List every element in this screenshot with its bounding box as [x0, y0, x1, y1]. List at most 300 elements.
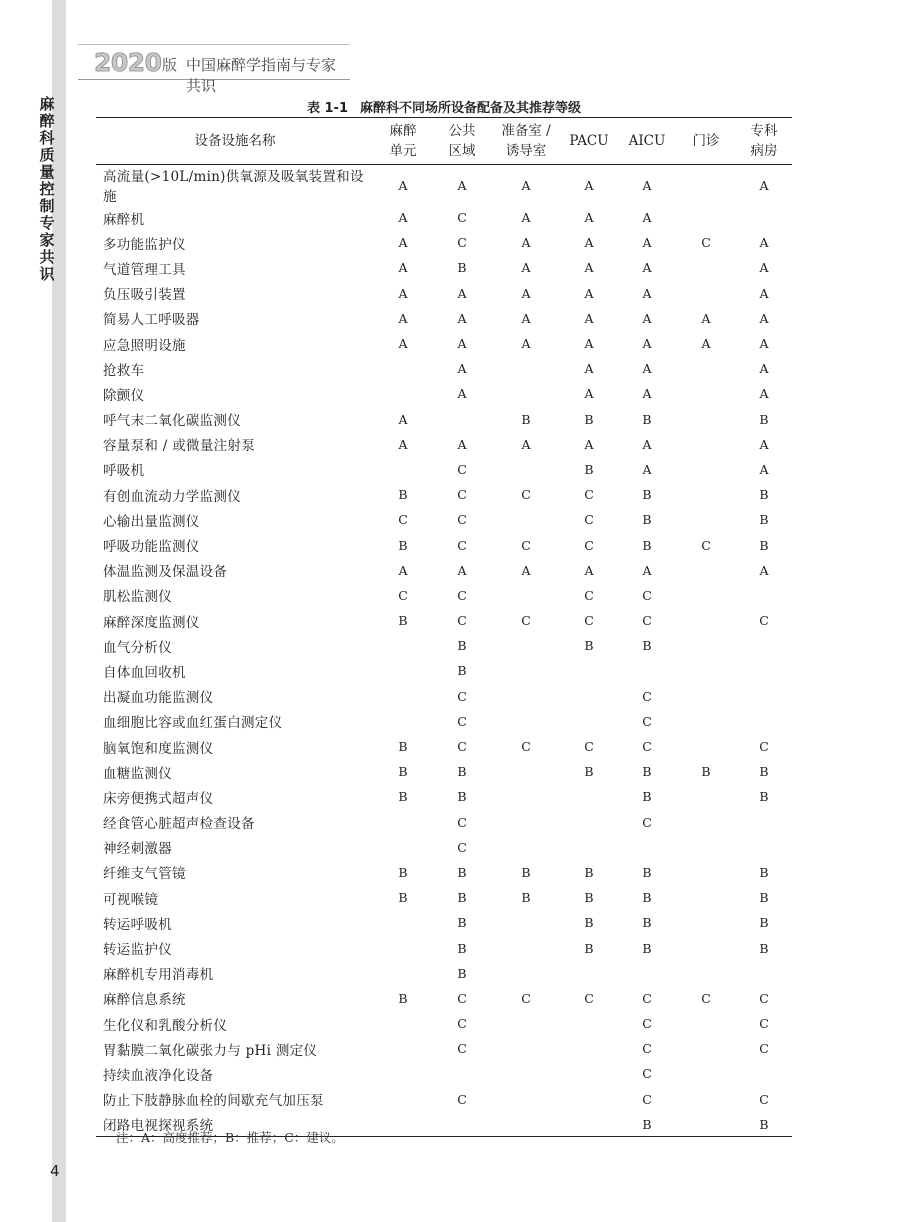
header-edition: 版 — [162, 56, 178, 74]
running-header — [78, 44, 350, 95]
grade-cell — [374, 1036, 432, 1061]
table-row — [96, 1087, 792, 1112]
grade-cell: C — [457, 587, 467, 603]
grade-cell: A — [701, 310, 711, 326]
grade-cell: B — [642, 864, 652, 880]
grade-cell — [676, 281, 736, 306]
table-row — [96, 935, 792, 960]
grade-cell: C — [642, 587, 652, 603]
grade-cell — [736, 810, 792, 835]
grade-cell: A — [759, 177, 769, 193]
grade-cell — [492, 658, 560, 683]
grade-cell — [374, 810, 432, 835]
column-header — [618, 118, 676, 165]
grade-cell: C — [457, 461, 467, 477]
grade-cell: B — [701, 764, 711, 780]
grade-cell — [560, 709, 618, 734]
column-header — [492, 118, 560, 165]
grade-cell: C — [457, 512, 467, 528]
grade-cell: C — [584, 537, 594, 553]
table-row — [96, 734, 792, 759]
equipment-name-cell: 肌松监测仪 — [103, 589, 172, 606]
grade-cell: C — [584, 512, 594, 528]
grade-cell: A — [584, 562, 594, 578]
equipment-name-cell: 转运呼吸机 — [103, 916, 172, 933]
grade-cell — [676, 1087, 736, 1112]
grade-cell: A — [398, 310, 408, 326]
grade-cell — [560, 810, 618, 835]
grade-cell: A — [759, 436, 769, 452]
grade-cell: A — [398, 210, 408, 226]
grade-cell: A — [759, 235, 769, 251]
equipment-name-cell: 持续血液净化设备 — [103, 1067, 214, 1084]
grade-cell — [736, 684, 792, 709]
grade-cell — [492, 759, 560, 784]
grade-cell: A — [642, 210, 652, 226]
grade-cell: C — [457, 1016, 467, 1032]
column-header-line: 区域 — [448, 143, 476, 159]
equipment-name-cell: 转运监护仪 — [103, 942, 172, 959]
side-title-char: 质 — [39, 146, 55, 164]
side-title-char: 科 — [39, 129, 55, 147]
grade-cell: B — [457, 663, 467, 679]
grade-cell: B — [584, 864, 594, 880]
grade-cell — [374, 1112, 432, 1137]
grade-cell: B — [759, 864, 769, 880]
grade-cell: A — [642, 562, 652, 578]
grade-cell — [560, 684, 618, 709]
grade-cell — [676, 835, 736, 860]
grade-cell: A — [759, 336, 769, 352]
grade-cell: A — [759, 260, 769, 276]
grade-cell: C — [584, 739, 594, 755]
grade-cell — [374, 658, 432, 683]
equipment-name-cell: 血细胞比容或血红蛋白测定仪 — [103, 715, 283, 732]
grade-cell: C — [642, 688, 652, 704]
equipment-name-cell: 生化仪和乳酸分析仪 — [103, 1017, 228, 1034]
grade-cell: C — [521, 537, 531, 553]
grade-cell: B — [642, 789, 652, 805]
side-title-char: 家 — [39, 231, 55, 249]
grade-cell — [676, 356, 736, 381]
grade-cell — [676, 507, 736, 532]
equipment-name-cell: 简易人工呼吸器 — [103, 312, 200, 329]
table-row — [96, 407, 792, 432]
grade-cell — [676, 432, 736, 457]
table-row — [96, 230, 792, 255]
grade-cell — [492, 356, 560, 381]
equipment-name-cell: 出凝血功能监测仪 — [103, 690, 214, 707]
grade-cell — [676, 457, 736, 482]
grade-cell: B — [584, 890, 594, 906]
grade-cell — [676, 165, 736, 206]
grade-cell: A — [642, 436, 652, 452]
grade-cell — [676, 658, 736, 683]
equipment-name-cell: 自体血回收机 — [103, 664, 186, 681]
column-header — [374, 118, 432, 165]
grade-cell: B — [759, 537, 769, 553]
grade-cell — [676, 583, 736, 608]
grade-cell — [676, 935, 736, 960]
grade-cell — [432, 1112, 492, 1137]
column-header-line: 单元 — [389, 143, 417, 159]
grade-cell: A — [584, 285, 594, 301]
grade-cell — [736, 633, 792, 658]
grade-cell: B — [642, 487, 652, 503]
equipment-name-cell: 体温监测及保温设备 — [103, 564, 228, 581]
grade-cell: B — [398, 739, 408, 755]
table-row — [96, 910, 792, 935]
table-row — [96, 1061, 792, 1086]
grade-cell — [560, 784, 618, 809]
equipment-name-cell: 应急照明设施 — [103, 337, 186, 354]
grade-cell: B — [584, 915, 594, 931]
grade-cell: C — [584, 990, 594, 1006]
table-row — [96, 1036, 792, 1061]
grade-cell: B — [457, 638, 467, 654]
grade-cell: A — [457, 285, 467, 301]
side-title-char: 制 — [39, 197, 55, 215]
grade-cell — [736, 583, 792, 608]
grade-cell — [374, 457, 432, 482]
grade-cell: C — [457, 713, 467, 729]
equipment-name-cell: 床旁便携式超声仪 — [103, 790, 214, 807]
grade-cell — [736, 205, 792, 230]
grade-cell: B — [642, 411, 652, 427]
grade-cell: A — [642, 336, 652, 352]
grade-cell — [374, 1087, 432, 1112]
grade-cell — [492, 1112, 560, 1137]
grade-cell: A — [521, 436, 531, 452]
table-note: 注：A：高度推荐；B：推荐；C：建议。 — [116, 1130, 344, 1145]
table-row — [96, 432, 792, 457]
table-row — [96, 684, 792, 709]
table-row — [96, 482, 792, 507]
grade-cell: B — [642, 915, 652, 931]
grade-cell — [676, 205, 736, 230]
equipment-name-cell: 麻醉机专用消毒机 — [103, 967, 214, 984]
grade-cell: A — [521, 210, 531, 226]
grade-cell: A — [398, 177, 408, 193]
grade-cell: C — [759, 990, 769, 1006]
table-row — [96, 860, 792, 885]
column-header — [676, 118, 736, 165]
grade-cell: A — [521, 177, 531, 193]
grade-cell: A — [642, 310, 652, 326]
grade-cell: A — [398, 285, 408, 301]
side-title-char: 量 — [39, 163, 55, 181]
equipment-name-cell: 胃黏膜二氧化碳张力与 pHi 测定仪 — [103, 1042, 318, 1059]
equipment-name-cell: 多功能监护仪 — [103, 236, 186, 253]
grade-cell: C — [457, 613, 467, 629]
equipment-name-cell: 血气分析仪 — [103, 639, 172, 656]
equipment-name-cell: 经食管心脏超声检查设备 — [103, 816, 255, 833]
table-row — [96, 885, 792, 910]
equipment-name-cell: 麻醉机 — [103, 211, 145, 228]
grade-cell: A — [457, 336, 467, 352]
grade-cell: A — [398, 411, 408, 427]
equipment-name-cell: 容量泵和 / 或微量注射泵 — [103, 438, 256, 455]
grade-cell — [676, 1061, 736, 1086]
table-row — [96, 583, 792, 608]
grade-cell: A — [642, 386, 652, 402]
grade-cell — [492, 507, 560, 532]
grade-cell: A — [642, 285, 652, 301]
grade-cell: C — [701, 537, 711, 553]
grade-cell: B — [584, 461, 594, 477]
grade-cell — [560, 1061, 618, 1086]
table-row — [96, 1011, 792, 1036]
grade-cell: C — [521, 487, 531, 503]
table-row — [96, 835, 792, 860]
grade-cell: B — [642, 512, 652, 528]
table-row — [96, 255, 792, 280]
grade-cell — [492, 810, 560, 835]
side-title-char: 控 — [39, 180, 55, 198]
column-header-line: 麻醉 — [389, 123, 417, 139]
grade-cell: A — [584, 235, 594, 251]
equipment-name-cell: 麻醉信息系统 — [103, 992, 186, 1009]
equipment-name-cell: 可视喉镜 — [103, 891, 159, 908]
grade-cell: B — [521, 890, 531, 906]
grade-cell — [676, 1011, 736, 1036]
grade-cell: A — [584, 336, 594, 352]
equipment-name-cell: 气道管理工具 — [103, 261, 186, 278]
grade-cell: A — [521, 235, 531, 251]
table-row — [96, 558, 792, 583]
grade-cell: C — [642, 1091, 652, 1107]
grade-cell — [374, 1011, 432, 1036]
grade-cell: C — [457, 1041, 467, 1057]
table-title: 麻醉科不同场所设备配备及其推荐等级 — [360, 101, 582, 116]
grade-cell — [676, 734, 736, 759]
grade-cell: B — [398, 537, 408, 553]
table-row — [96, 633, 792, 658]
grade-cell: C — [642, 613, 652, 629]
column-header-line: PACU — [569, 133, 609, 149]
grade-cell — [676, 633, 736, 658]
grade-cell: C — [642, 713, 652, 729]
equipment-table-wrapper — [96, 117, 792, 1137]
grade-cell: C — [398, 512, 408, 528]
grade-cell — [676, 407, 736, 432]
grade-cell: C — [584, 487, 594, 503]
grade-cell: A — [759, 386, 769, 402]
grade-cell — [560, 1036, 618, 1061]
grade-cell: B — [759, 1116, 769, 1132]
grade-cell — [374, 684, 432, 709]
grade-cell: C — [457, 990, 467, 1006]
grade-cell — [736, 709, 792, 734]
grade-cell: A — [521, 336, 531, 352]
table-row — [96, 306, 792, 331]
grade-cell — [676, 860, 736, 885]
grade-cell — [492, 583, 560, 608]
grade-cell: C — [759, 1041, 769, 1057]
grade-cell: B — [457, 764, 467, 780]
grade-cell — [492, 709, 560, 734]
grade-cell: B — [457, 864, 467, 880]
grade-cell: A — [584, 177, 594, 193]
grade-cell: A — [642, 260, 652, 276]
grade-cell: A — [398, 436, 408, 452]
grade-cell: C — [701, 990, 711, 1006]
equipment-name-cell: 神经刺激器 — [103, 841, 172, 858]
grade-cell: C — [642, 739, 652, 755]
grade-cell: B — [642, 537, 652, 553]
grade-cell: B — [584, 764, 594, 780]
grade-cell — [374, 356, 432, 381]
grade-cell: B — [398, 764, 408, 780]
grade-cell: C — [457, 235, 467, 251]
grade-cell: B — [759, 764, 769, 780]
side-title-char: 麻 — [39, 95, 55, 113]
grade-cell: A — [584, 361, 594, 377]
grade-cell — [492, 684, 560, 709]
grade-cell — [676, 910, 736, 935]
grade-cell: B — [759, 940, 769, 956]
equipment-name-cell: 除颤仪 — [103, 387, 145, 404]
grade-cell: A — [457, 310, 467, 326]
grade-cell — [492, 961, 560, 986]
grade-cell — [736, 961, 792, 986]
table-row — [96, 759, 792, 784]
grade-cell — [676, 961, 736, 986]
grade-cell — [492, 835, 560, 860]
grade-cell — [676, 482, 736, 507]
grade-cell: A — [457, 177, 467, 193]
grade-cell — [676, 784, 736, 809]
column-header — [432, 118, 492, 165]
grade-cell: A — [521, 562, 531, 578]
grade-cell: B — [521, 411, 531, 427]
grade-cell — [676, 1112, 736, 1137]
equipment-name-cell: 呼气末二氧化碳监测仪 — [103, 413, 241, 430]
grade-cell — [560, 961, 618, 986]
grade-cell: C — [457, 814, 467, 830]
grade-cell — [676, 709, 736, 734]
grade-cell — [492, 1061, 560, 1086]
grade-cell: C — [457, 487, 467, 503]
grade-cell: B — [642, 764, 652, 780]
grade-cell: C — [457, 739, 467, 755]
grade-cell — [676, 558, 736, 583]
table-row — [96, 165, 792, 206]
grade-cell: A — [584, 310, 594, 326]
grade-cell: A — [759, 285, 769, 301]
grade-cell: A — [584, 260, 594, 276]
column-header-line: 病房 — [750, 143, 778, 159]
grade-cell: A — [457, 361, 467, 377]
table-body — [96, 165, 792, 1137]
grade-cell: C — [584, 613, 594, 629]
grade-cell: C — [701, 235, 711, 251]
grade-cell: B — [398, 487, 408, 503]
grade-cell — [618, 835, 676, 860]
equipment-name-cell: 抢救车 — [103, 362, 145, 379]
grade-cell — [492, 910, 560, 935]
column-header — [736, 118, 792, 165]
grade-cell: C — [521, 613, 531, 629]
header-book-title: 中国麻醉学指南与专家共识 — [186, 56, 337, 95]
grade-cell: B — [642, 1116, 652, 1132]
grade-cell — [492, 1036, 560, 1061]
grade-cell — [492, 935, 560, 960]
grade-cell — [618, 961, 676, 986]
grade-cell — [676, 608, 736, 633]
table-header — [96, 118, 792, 165]
equipment-name-cell: 麻醉深度监测仪 — [103, 614, 200, 631]
table-row — [96, 205, 792, 230]
grade-cell — [736, 658, 792, 683]
grade-cell: B — [759, 915, 769, 931]
grade-cell: A — [521, 285, 531, 301]
grade-cell: C — [521, 990, 531, 1006]
side-title-char: 专 — [39, 214, 55, 232]
equipment-table — [96, 117, 792, 1137]
column-header-line: 诱导室 — [505, 143, 547, 159]
grade-cell: C — [457, 537, 467, 553]
grade-cell — [560, 1112, 618, 1137]
grade-cell: C — [642, 1016, 652, 1032]
grade-cell — [560, 658, 618, 683]
grade-cell — [676, 1036, 736, 1061]
table-row — [96, 658, 792, 683]
grade-cell: A — [759, 461, 769, 477]
grade-cell — [374, 1061, 432, 1086]
grade-cell: C — [759, 739, 769, 755]
grade-cell: A — [759, 562, 769, 578]
grade-cell: B — [584, 940, 594, 956]
grade-cell: A — [457, 436, 467, 452]
column-header — [560, 118, 618, 165]
grade-cell — [374, 633, 432, 658]
grade-cell: B — [521, 864, 531, 880]
page-number: 4 — [50, 1162, 60, 1180]
grade-cell: B — [398, 864, 408, 880]
grade-cell — [560, 1011, 618, 1036]
grade-cell: A — [759, 310, 769, 326]
table-row — [96, 281, 792, 306]
grade-cell: A — [398, 562, 408, 578]
grade-cell — [492, 633, 560, 658]
column-header-line: 公共 — [448, 123, 476, 139]
grade-cell — [676, 885, 736, 910]
grade-cell — [492, 381, 560, 406]
grade-cell: B — [457, 260, 467, 276]
equipment-name-cell: 呼吸功能监测仪 — [103, 539, 200, 556]
equipment-name-cell: 呼吸机 — [103, 463, 145, 480]
equipment-name-cell: 高流量(>10L/min)供氧源及吸氧装置和设施 — [103, 169, 364, 205]
grade-cell: B — [584, 638, 594, 654]
header-row — [96, 118, 792, 165]
column-header-line: 门诊 — [692, 133, 720, 149]
grade-cell: B — [584, 411, 594, 427]
grade-cell — [560, 835, 618, 860]
table-row — [96, 986, 792, 1011]
grade-cell: B — [759, 890, 769, 906]
grade-cell: C — [642, 814, 652, 830]
grade-cell: B — [457, 789, 467, 805]
grade-cell: A — [521, 260, 531, 276]
grade-cell: B — [398, 990, 408, 1006]
table-number: 表 1-1 — [306, 101, 348, 116]
grade-cell: B — [457, 965, 467, 981]
grade-cell: C — [642, 1041, 652, 1057]
grade-cell — [736, 1061, 792, 1086]
equipment-name-cell: 负压吸引装置 — [103, 287, 186, 304]
grade-cell: A — [521, 310, 531, 326]
